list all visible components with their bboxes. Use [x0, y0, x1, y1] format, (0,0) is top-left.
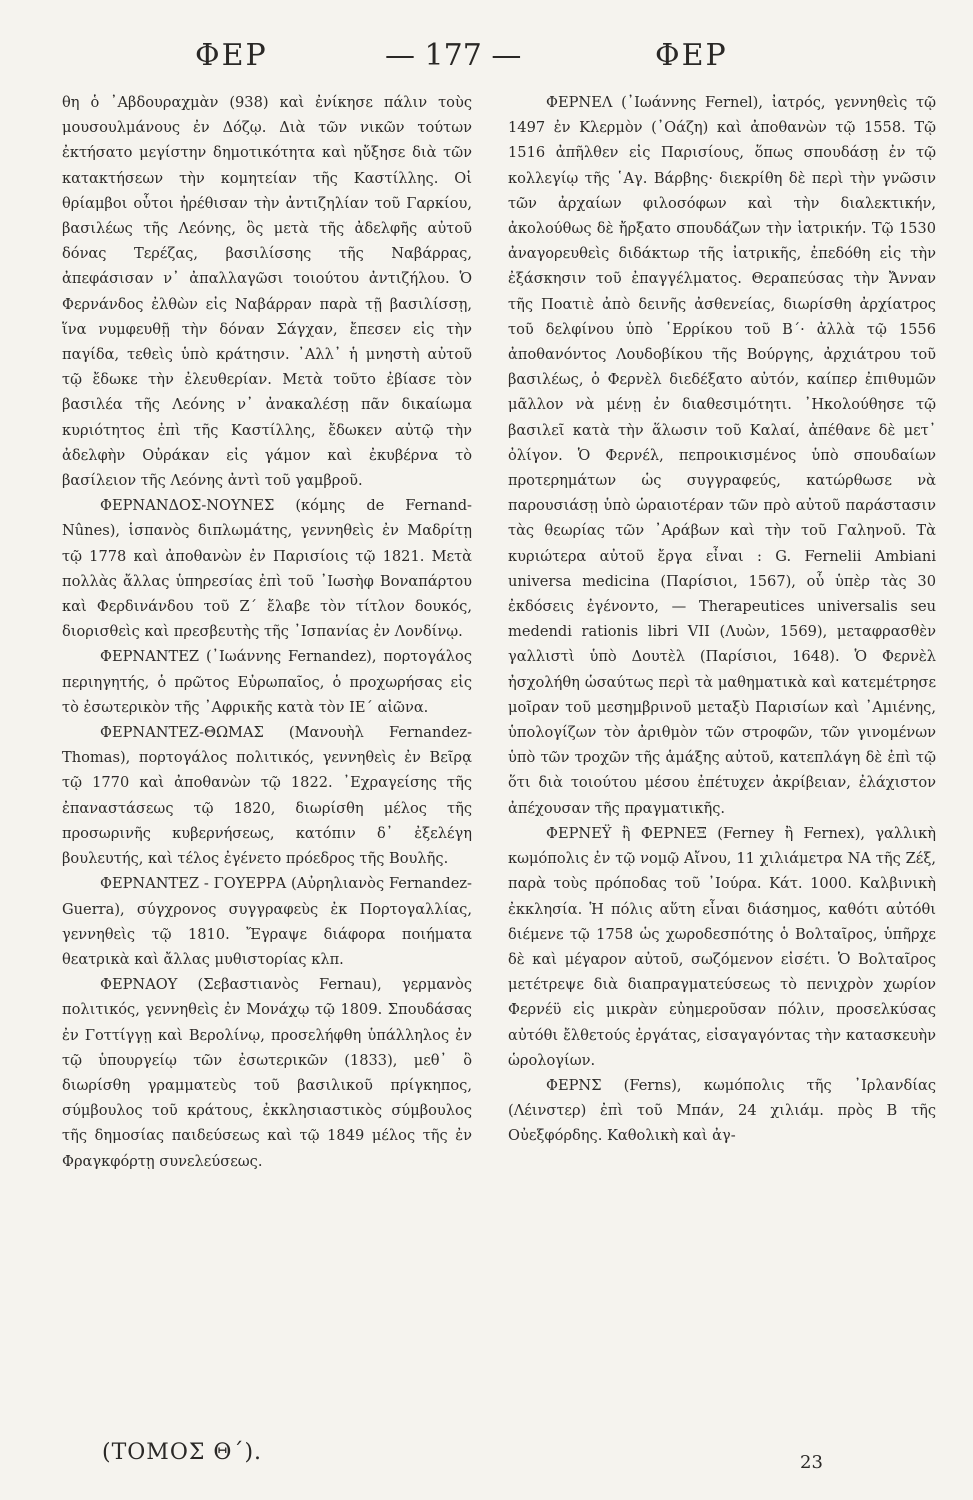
entry-fernandos-nounes: ΦΕΡΝΑΝΔΟΣ-ΝΟΥΝΕΣ (κόμης de Fernand-Nûnes), ἱσπανὸς διπλωμάτης, γεννηθεὶς ἐν Μαδρίτῃ τῷ 1778 καὶ ἀποθανὼν ἐν Παρισίοις τῷ 1821. Μετὰ πολλὰς ἄλλας ὑπηρεσίας ἐπὶ τοῦ ᾿Ιωσὴφ Βοναπάρτου καὶ Φερδινάνδου τοῦ Ζ´ ἔλαβε τὸν τίτλον δουκός, διορισθεὶς καὶ πρεσβευτὴς τῆς ᾿Ισπανίας ἐν Λονδίνῳ.: [62, 497, 472, 641]
entry-ferney: ΦΕΡΝΕΫ ἢ ΦΕΡΝΕΞ (Ferney ἢ Fernex), γαλλικὴ κωμόπολις ἐν τῷ νομῷ Αἴνου, 11 χιλιάμετρα ΝΑ τῆς Ζέξ, παρὰ τοὺς πρόποδας τοῦ ᾿Ιούρα. Κάτ. 1000. Καλβινικὴ ἐκκλησία. Ἡ πόλις αὕτη εἶναι διάσημος, καθότι αὐτόθι διέμενε τῷ 1758 ὡς χωροδεσπότης ὁ Βολταῖρος, ὑπῆρχε δὲ καὶ μέγαρον αὐτοῦ, σωζόμενον εἰσέτι. Ὁ Βολταῖρος μετέτρεψε διὰ διαπραγματεύσεως τὸ πενιχρὸν χωρίον Φερνέϋ εἰς μικρὰν εὐημεροῦσαν πόλιν, προσελκύσας αὐτόθι ἔλθετούς ἐργάτας, εἰσαγαγόντας τὴν κατασκευὴν ὡρολογίων.: [508, 824, 936, 1069]
page-header: [95, 38, 925, 78]
paragraph-continuation: θη ὁ ᾿Αβδουραχμὰν (938) καὶ ἐνίκησε πάλιν τοὺς μουσουλμάνους ἐν Δόζῳ. Διὰ τῶν νικῶν τούτων ἐκτήσατο μεγίστην δημοτικότητα καὶ ηὔξησε διὰ τῶν κατακτήσεων τὴν κομητείαν τῆς Καστίλλης. Οἱ θρίαμβοι οὗτοι ἠρέθισαν τὴν ἀντιζηλίαν τοῦ Γαρκίου, βασιλέως τῆς Λεόνης, ὃς μετὰ τῆς ἀδελφῆς αὐτοῦ δόνας Τερέζας, βασιλίσσης τῆς Ναβάρρας, ἀπεφάσισαν ν᾿ ἀπαλλαγῶσι τοιούτου ἀντιζήλου. Ὁ Φερνάνδος ἐλθὼν εἰς Ναβάρραν παρὰ τῇ βασιλίσσῃ, ἵνα νυμφευθῇ τὴν δόναν Σάγχαν, ἔπεσεν εἰς τὴν παγίδα, τεθεὶς ὑπὸ κράτησιν. ᾿Αλλ᾿ ἡ μνηστὴ αὐτοῦ τῷ ἔδωκε τὴν ἐλευθερίαν. Μετὰ τοῦτο ἐβίασε τὸν βασιλέα τῆς Λεόνης ν᾿ ἀνακαλέσῃ πᾶν δικαίωμα κυριότητος ἐπὶ τῆς Καστίλλης, ἔδωκεν αὐτῷ τὴν ἀδελφὴν Οὐράκαν εἰς γάμον καὶ ἐκυβέρνα τὸ βασίλειον τῆς Λεόνης ἀντὶ τοῦ γαμβροῦ.: [62, 94, 472, 490]
left-column: [62, 90, 472, 1174]
entry-fernantez-thomas: ΦΕΡΝΑΝΤΕΖ-ΘΩΜΑΣ (Μανουὴλ Fernandez-Thomas), πορτογάλος πολιτικός, γεννηθεὶς ἐν Βεῖρᾳ τῷ 1770 καὶ ἀποθανὼν τῷ 1822. ᾿Εχραγείσης τῆς ἐπαναστάσεως τῷ 1820, διωρίσθη μέλος τῆς προσωρινῆς κυβερνήσεως, κατόπιν δ᾿ ἐξελέγη βουλευτής, καὶ τέλος ἐγένετο πρόεδρος τῆς Βουλῆς.: [62, 724, 472, 868]
header-left-keyword: ΦΕΡ: [195, 38, 268, 73]
entry-fernantez-guerra: ΦΕΡΝΑΝΤΕΖ - ΓΟΥΕΡΡΑ (Αὐρηλιανὸς Fernandez-Guerra), σύγχρονος συγγραφεὺς ἐκ Πορτογαλλίας, γεννηθεὶς τῷ 1810. Ἔγραψε διάφορα ποιήματα θεατρικὰ καὶ ἄλλας μυθιστορίας κλπ.: [62, 875, 472, 968]
entry-fernaou: ΦΕΡΝΑΟΥ (Σεβαστιανὸς Fernau), γερμανὸς πολιτικός, γεννηθεὶς ἐν Μονάχῳ τῷ 1809. Σπουδάσας ἐν Γοττίγγῃ καὶ Βερολίνῳ, προσελήφθη ὑπάλληλος ἐν τῷ ὑπουργείῳ τῶν ἐσωτερικῶν (1833), μεθ᾿ ὃ διωρίσθη γραμματεὺς τοῦ βασιλικοῦ πρίγκηπος, σύμβουλος τοῦ κράτους, ἐκκλησιαστικὸς σύμβουλος τῆς δημοσίας παιδεύσεως καὶ τῷ 1849 μέλος τῆς ἐν Φραγκφόρτῃ συνελεύσεως.: [62, 976, 472, 1170]
entry-ferns: ΦΕΡΝΣ (Ferns), κωμόπολις τῆς ᾿Ιρλανδίας (Λέινστερ) ἐπὶ τοῦ Μπάν, 24 χιλιάμ. πρὸς Β τῆς Οὐεξφόρδης. Καθολικὴ καὶ ἀγ-: [508, 1076, 936, 1145]
signature-mark: 23: [800, 1452, 823, 1473]
entry-fernantez: ΦΕΡΝΑΝΤΕΖ (᾿Ιωάννης Fernandez), πορτογάλος περιηγητής, ὁ πρῶτος Εὐρωπαῖος, ὁ προχωρήσας εἰς τὸ ἐσωτερικὸν τῆς ᾿Αφρικῆς κατὰ τὸν ΙΕ´ αἰῶνα.: [62, 648, 472, 716]
right-column: [508, 90, 936, 1149]
page-number: — 177 —: [385, 38, 522, 73]
volume-label: (ΤΟΜΟΣ Θ´).: [102, 1440, 263, 1465]
entry-fernel: ΦΕΡΝΕΛ (᾿Ιωάννης Fernel), ἰατρός, γεννηθεὶς τῷ 1497 ἐν Κλερμὸν (᾿Οάζη) καὶ ἀποθανὼν τῷ 1558. Τῷ 1516 ἀπῆλθεν εἰς Παρισίους, ὅπως σπουδάσῃ ἐν τῷ κολλεγίῳ τῆς ῾Αγ. Βάρβης· διεκρίθη δὲ περὶ τὴν γνῶσιν τῶν ἀρχαίων φιλοσόφων καὶ τὴν διαλεκτικήν, ἀκολούθως δὲ ἤρξατο σπουδάζων τὴν ἰατρικήν. Τῷ 1530 ἀναγορευθεὶς διδάκτωρ τῆς ἰατρικῆς, ἐπεδόθη εἰς τὴν ἐξάσκησιν τοῦ ἐπαγγέλματος. Θεραπεύσας τὴν Ἄνναν τῆς Ποατιὲ ἀπὸ δεινῆς ἀσθενείας, διωρίσθη ἀρχίατρος τοῦ δελφίνου ὑπὸ ῾Ερρίκου τοῦ Β´· ἀλλὰ τῷ 1556 ἀποθανόντος Λουδοβίκου τῆς Βούργης, ἀρχιάτρου τοῦ βασιλέως, ὁ Φερνὲλ διεδέξατο αὐτόν, καίπερ ἐπιθυμῶν μᾶλλον νὰ μένῃ ἐν διαθεσιμότητι. ᾿Ηκολούθησε τῷ βασιλεῖ κατὰ τὴν ἅλωσιν τοῦ Καλαί, ἀπέθανε δὲ μετ᾿ ὀλίγον. Ὁ Φερνέλ, πεπροικισμένος ὑπὸ σπουδαίων προτερημάτων ὡς συγγραφεύς, κατώρθωσε νὰ παρουσιάσῃ ὑπὸ ὡραιοτέραν τῶν πρὸ αὐτοῦ παράστασιν τὰς θεωρίας τῶν ᾿Αράβων καὶ τὴν τοῦ Γαληνοῦ. Τὰ κυριώτερα αὐτοῦ ἔργα εἶναι : G. Fernelii Ambiani universa medicina (Παρίσιοι, 1567), οὗ ὑπὲρ τὰς 30 ἐκδόσεις ἐγένοντο, — Therapeutices universalis seu medendi rationis libri VII (Λυὼν, 1569), μεταφρασθὲν γαλλιστὶ ὑπὸ Δουτὲλ (Παρίσιοι, 1648). Ὁ Φερνὲλ ἠσχολήθη ὡσαύτως περὶ τὰ μαθηματικὰ καὶ κατεμέτρησε μοῖραν τοῦ μεσημβρινοῦ μεταξὺ Παρισίων καὶ ᾿Αμιένης, ὑπολογίζων τὸν ἀριθμὸν τῶν στροφῶν, τῶν γινομένων ὑπὸ τῶν τροχῶν τῆς ἁμάξης αὐτοῦ, κατεπλάγη δὲ ἐπὶ τῷ ὅτι διὰ τοιούτου μέσου ἐπέτυχεν ἀκρίβειαν, ἐλάχιστον ἀπέχουσαν τῆς πραγματικῆς.: [508, 94, 936, 817]
header-right-keyword: ΦΕΡ: [655, 38, 728, 73]
